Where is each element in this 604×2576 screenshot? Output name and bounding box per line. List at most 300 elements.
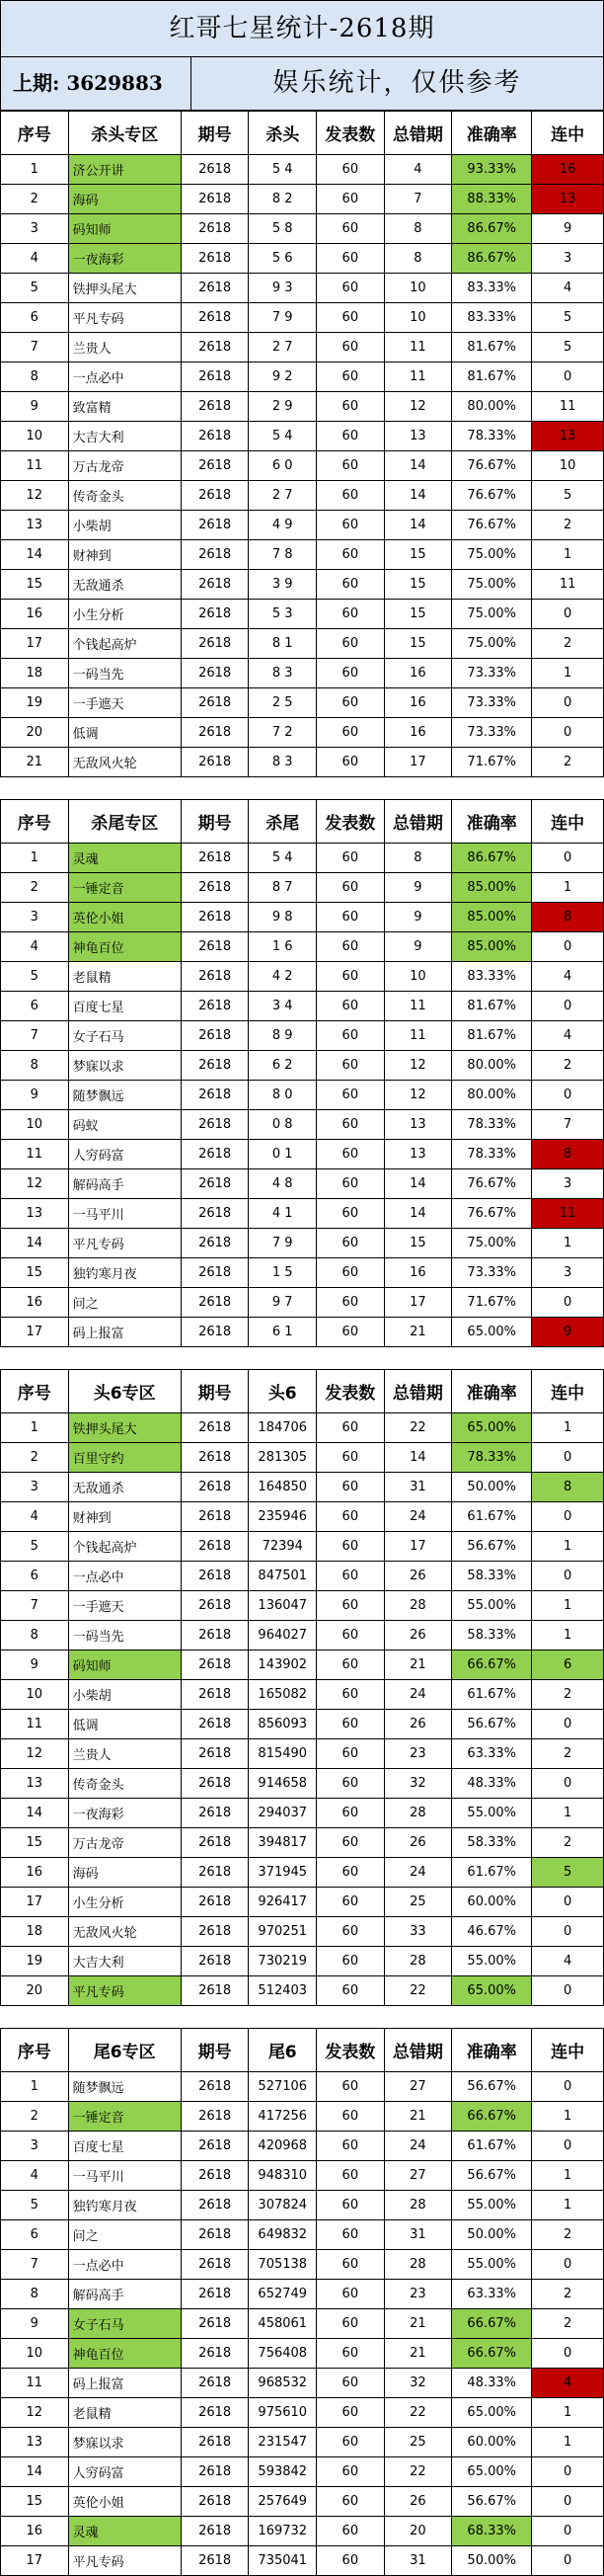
table-row [1, 1769, 604, 1799]
name-cell: 万古龙帝 [68, 451, 181, 481]
row-index: 17 [1, 2546, 69, 2576]
table-row [1, 333, 604, 362]
name-cell: 女子石马 [68, 1021, 181, 1051]
period-cell: 2618 [181, 362, 249, 392]
period-cell: 2618 [181, 1110, 249, 1140]
rate-cell: 71.67% [452, 1288, 532, 1318]
pick-cell: 4 1 [249, 1199, 317, 1229]
count-cell: 60 [317, 1828, 385, 1858]
miss-cell: 16 [384, 688, 452, 718]
row-index: 14 [1, 2457, 69, 2487]
table-row [1, 1258, 604, 1288]
miss-cell: 32 [384, 2369, 452, 2398]
streak-cell: 9 [532, 214, 604, 244]
count-cell: 60 [317, 2339, 385, 2369]
pick-cell: 5 3 [249, 600, 317, 629]
table-row [1, 2339, 604, 2369]
pick-cell: 5 6 [249, 244, 317, 274]
row-index: 17 [1, 1888, 69, 1917]
streak-cell: 0 [532, 844, 604, 873]
table-row [1, 2398, 604, 2428]
miss-cell: 26 [384, 1828, 452, 1858]
name-cell: 济公开讲 [68, 155, 181, 185]
streak-cell: 2 [532, 629, 604, 659]
period-cell: 2618 [181, 214, 249, 244]
table-row [1, 185, 604, 214]
streak-cell: 10 [532, 451, 604, 481]
streak-cell: 1 [532, 540, 604, 570]
table-row [1, 1858, 604, 1888]
table-row [1, 274, 604, 303]
miss-cell: 22 [384, 2457, 452, 2487]
period-cell: 2618 [181, 1169, 249, 1199]
miss-cell: 22 [384, 2398, 452, 2428]
streak-cell: 0 [532, 362, 604, 392]
count-cell: 60 [317, 1473, 385, 1502]
table-row [1, 2546, 604, 2576]
row-index: 10 [1, 2339, 69, 2369]
miss-cell: 10 [384, 962, 452, 992]
row-index: 17 [1, 1318, 69, 1347]
rate-cell: 65.00% [452, 1413, 532, 1443]
streak-cell: 1 [532, 2428, 604, 2457]
rate-cell: 75.00% [452, 540, 532, 570]
period-cell: 2618 [181, 511, 249, 540]
miss-cell: 31 [384, 2546, 452, 2576]
period-cell: 2618 [181, 303, 249, 333]
name-cell: 灵魂 [68, 2517, 181, 2546]
column-header: 序号 [1, 112, 69, 155]
pick-cell: 975610 [249, 2398, 317, 2428]
period-cell: 2618 [181, 2398, 249, 2428]
miss-cell: 15 [384, 629, 452, 659]
row-index: 6 [1, 303, 69, 333]
table-row [1, 1140, 604, 1169]
name-cell: 传奇金头 [68, 481, 181, 511]
streak-cell: 11 [532, 1199, 604, 1229]
name-cell: 无敌风火轮 [68, 748, 181, 777]
rate-cell: 61.67% [452, 1858, 532, 1888]
table-row [1, 1710, 604, 1739]
rate-cell: 56.67% [452, 2072, 532, 2102]
pick-cell: 652749 [249, 2280, 317, 2309]
miss-cell: 11 [384, 992, 452, 1021]
table-row [1, 481, 604, 511]
table-row [1, 2072, 604, 2102]
pick-cell: 527106 [249, 2072, 317, 2102]
name-cell: 兰贵人 [68, 1739, 181, 1769]
name-cell: 无敌通杀 [68, 570, 181, 600]
miss-cell: 26 [384, 1710, 452, 1739]
rate-cell: 80.00% [452, 392, 532, 422]
name-cell: 小柴胡 [68, 511, 181, 540]
period-cell: 2618 [181, 903, 249, 932]
count-cell: 60 [317, 718, 385, 748]
row-index: 1 [1, 155, 69, 185]
row-index: 17 [1, 629, 69, 659]
rate-cell: 66.67% [452, 2102, 532, 2132]
period-cell: 2618 [181, 1621, 249, 1650]
rate-cell: 93.33% [452, 155, 532, 185]
streak-cell: 8 [532, 903, 604, 932]
row-index: 2 [1, 2102, 69, 2132]
period-cell: 2618 [181, 2546, 249, 2576]
row-index: 4 [1, 932, 69, 962]
count-cell: 60 [317, 1650, 385, 1680]
rate-cell: 85.00% [452, 873, 532, 903]
streak-cell: 11 [532, 392, 604, 422]
pick-cell: 2 9 [249, 392, 317, 422]
pick-cell: 184706 [249, 1413, 317, 1443]
rate-cell: 50.00% [452, 2546, 532, 2576]
row-index: 8 [1, 1621, 69, 1650]
table-row [1, 2309, 604, 2339]
count-cell: 60 [317, 932, 385, 962]
count-cell: 60 [317, 1081, 385, 1110]
rate-cell: 50.00% [452, 1473, 532, 1502]
period-cell: 2618 [181, 1532, 249, 1562]
streak-cell: 0 [532, 600, 604, 629]
streak-cell: 1 [532, 1591, 604, 1621]
column-header: 发表数 [317, 800, 385, 844]
pick-cell: 5 4 [249, 155, 317, 185]
column-header: 总错期 [384, 112, 452, 155]
section-gap [0, 1347, 604, 1369]
table-row [1, 2220, 604, 2250]
miss-cell: 12 [384, 392, 452, 422]
pick-cell: 914658 [249, 1769, 317, 1799]
streak-cell: 0 [532, 992, 604, 1021]
table-row [1, 1318, 604, 1347]
miss-cell: 14 [384, 511, 452, 540]
name-cell: 百里守约 [68, 1443, 181, 1473]
miss-cell: 23 [384, 2280, 452, 2309]
table-row [1, 688, 604, 718]
rate-cell: 56.67% [452, 1532, 532, 1562]
table-row [1, 1591, 604, 1621]
streak-cell: 0 [532, 688, 604, 718]
period-cell: 2618 [181, 1650, 249, 1680]
miss-cell: 15 [384, 570, 452, 600]
table-row [1, 629, 604, 659]
pick-cell: 165082 [249, 1680, 317, 1710]
miss-cell: 16 [384, 718, 452, 748]
streak-cell: 11 [532, 570, 604, 600]
streak-cell: 1 [532, 1799, 604, 1828]
table-row [1, 1888, 604, 1917]
streak-cell: 0 [532, 2457, 604, 2487]
streak-cell: 1 [532, 659, 604, 688]
table-row [1, 1229, 604, 1258]
pick-cell: 815490 [249, 1739, 317, 1769]
count-cell: 60 [317, 362, 385, 392]
row-index: 3 [1, 903, 69, 932]
row-index: 10 [1, 422, 69, 451]
miss-cell: 11 [384, 1021, 452, 1051]
name-cell: 一码当先 [68, 659, 181, 688]
name-cell: 低调 [68, 718, 181, 748]
table-row [1, 422, 604, 451]
table-row [1, 1502, 604, 1532]
pick-cell: 730219 [249, 1947, 317, 1976]
column-header: 连中 [532, 800, 604, 844]
streak-cell: 1 [532, 2191, 604, 2220]
table-row [1, 1532, 604, 1562]
miss-cell: 22 [384, 1976, 452, 2006]
name-cell: 一夜海彩 [68, 244, 181, 274]
row-index: 20 [1, 1976, 69, 2006]
rate-cell: 83.33% [452, 303, 532, 333]
count-cell: 60 [317, 2250, 385, 2280]
name-cell: 女子石马 [68, 2309, 181, 2339]
miss-cell: 20 [384, 2517, 452, 2546]
table-row [1, 1443, 604, 1473]
streak-cell: 6 [532, 1650, 604, 1680]
count-cell: 60 [317, 570, 385, 600]
rate-cell: 50.00% [452, 2220, 532, 2250]
rate-cell: 86.67% [452, 844, 532, 873]
name-cell: 码上报富 [68, 2369, 181, 2398]
column-header: 期号 [181, 800, 249, 844]
rate-cell: 55.00% [452, 1591, 532, 1621]
period-cell: 2618 [181, 2250, 249, 2280]
period-cell: 2618 [181, 1591, 249, 1621]
rate-cell: 76.67% [452, 511, 532, 540]
period-cell: 2618 [181, 748, 249, 777]
streak-cell: 1 [532, 2161, 604, 2191]
table-row [1, 2517, 604, 2546]
pick-cell: 7 9 [249, 1229, 317, 1258]
count-cell: 60 [317, 392, 385, 422]
name-cell: 兰贵人 [68, 333, 181, 362]
pick-cell: 5 8 [249, 214, 317, 244]
streak-cell: 0 [532, 2250, 604, 2280]
miss-cell: 13 [384, 1110, 452, 1140]
name-cell: 无敌风火轮 [68, 1917, 181, 1947]
streak-cell: 0 [532, 2487, 604, 2517]
count-cell: 60 [317, 600, 385, 629]
period-cell: 2618 [181, 570, 249, 600]
table-row [1, 2369, 604, 2398]
table-row [1, 844, 604, 873]
rate-cell: 85.00% [452, 932, 532, 962]
streak-cell: 0 [532, 1081, 604, 1110]
period-cell: 2618 [181, 1318, 249, 1347]
table-row [1, 1021, 604, 1051]
name-cell: 一手遮天 [68, 1591, 181, 1621]
pick-cell: 169732 [249, 2517, 317, 2546]
table-row [1, 2428, 604, 2457]
period-cell: 2618 [181, 155, 249, 185]
column-header: 总错期 [384, 2029, 452, 2072]
count-cell: 60 [317, 244, 385, 274]
row-index: 7 [1, 2250, 69, 2280]
name-cell: 解码高手 [68, 2280, 181, 2309]
streak-cell: 0 [532, 1562, 604, 1591]
miss-cell: 21 [384, 1650, 452, 1680]
row-index: 15 [1, 570, 69, 600]
name-cell: 平凡专码 [68, 303, 181, 333]
count-cell: 60 [317, 451, 385, 481]
streak-cell: 0 [532, 718, 604, 748]
subtitle-bar [0, 57, 604, 111]
streak-cell: 2 [532, 748, 604, 777]
streak-cell: 5 [532, 333, 604, 362]
miss-cell: 16 [384, 659, 452, 688]
row-index: 8 [1, 1051, 69, 1081]
rate-cell: 66.67% [452, 2309, 532, 2339]
rate-cell: 75.00% [452, 629, 532, 659]
name-cell: 人穷码富 [68, 2457, 181, 2487]
period-cell: 2618 [181, 629, 249, 659]
row-index: 7 [1, 1591, 69, 1621]
pick-cell: 307824 [249, 2191, 317, 2220]
miss-cell: 25 [384, 1888, 452, 1917]
name-cell: 一码当先 [68, 1621, 181, 1650]
count-cell: 60 [317, 1140, 385, 1169]
count-cell: 60 [317, 1621, 385, 1650]
rate-cell: 56.67% [452, 2161, 532, 2191]
count-cell: 60 [317, 155, 385, 185]
row-index: 18 [1, 1917, 69, 1947]
row-index: 12 [1, 481, 69, 511]
name-cell: 财神到 [68, 1502, 181, 1532]
pick-cell: 136047 [249, 1591, 317, 1621]
period-cell: 2618 [181, 1473, 249, 1502]
miss-cell: 14 [384, 481, 452, 511]
row-index: 6 [1, 2220, 69, 2250]
table-row [1, 1110, 604, 1140]
rate-cell: 60.00% [452, 2428, 532, 2457]
streak-cell: 2 [532, 2280, 604, 2309]
table-row [1, 244, 604, 274]
streak-cell: 0 [532, 1917, 604, 1947]
table-row [1, 540, 604, 570]
row-index: 7 [1, 333, 69, 362]
rate-cell: 86.67% [452, 244, 532, 274]
table-header-row [1, 2029, 604, 2072]
rate-cell: 48.33% [452, 2369, 532, 2398]
miss-cell: 21 [384, 2102, 452, 2132]
streak-cell: 0 [532, 1443, 604, 1473]
row-index: 13 [1, 2428, 69, 2457]
miss-cell: 7 [384, 185, 452, 214]
miss-cell: 33 [384, 1917, 452, 1947]
name-cell: 铁押头尾大 [68, 274, 181, 303]
pick-cell: 735041 [249, 2546, 317, 2576]
table-header-row [1, 112, 604, 155]
streak-cell: 0 [532, 1888, 604, 1917]
period-cell: 2618 [181, 1413, 249, 1443]
table-row [1, 570, 604, 600]
miss-cell: 21 [384, 2309, 452, 2339]
name-cell: 英伦小姐 [68, 903, 181, 932]
miss-cell: 24 [384, 1858, 452, 1888]
streak-cell: 8 [532, 1473, 604, 1502]
row-index: 11 [1, 451, 69, 481]
column-header: 准确率 [452, 1370, 532, 1413]
miss-cell: 12 [384, 1081, 452, 1110]
miss-cell: 12 [384, 1051, 452, 1081]
count-cell: 60 [317, 1502, 385, 1532]
row-index: 4 [1, 1502, 69, 1532]
table-row [1, 1680, 604, 1710]
table-row [1, 600, 604, 629]
streak-cell: 2 [532, 1739, 604, 1769]
name-cell: 一马平川 [68, 1199, 181, 1229]
column-header: 尾6专区 [68, 2029, 181, 2072]
period-cell: 2618 [181, 2309, 249, 2339]
miss-cell: 28 [384, 1799, 452, 1828]
pick-cell: 593842 [249, 2457, 317, 2487]
streak-cell: 0 [532, 1502, 604, 1532]
pick-cell: 7 9 [249, 303, 317, 333]
count-cell: 60 [317, 2220, 385, 2250]
row-index: 8 [1, 362, 69, 392]
section-gap [0, 2006, 604, 2028]
row-index: 5 [1, 2191, 69, 2220]
period-cell: 2618 [181, 992, 249, 1021]
row-index: 20 [1, 718, 69, 748]
count-cell: 60 [317, 2161, 385, 2191]
row-index: 13 [1, 1199, 69, 1229]
rate-cell: 55.00% [452, 2191, 532, 2220]
rate-cell: 83.33% [452, 274, 532, 303]
streak-cell: 0 [532, 1769, 604, 1799]
table-header-row [1, 1370, 604, 1413]
period-cell: 2618 [181, 2132, 249, 2161]
rate-cell: 80.00% [452, 1081, 532, 1110]
streak-cell: 1 [532, 1621, 604, 1650]
column-header: 准确率 [452, 2029, 532, 2072]
name-cell: 一点必中 [68, 1562, 181, 1591]
count-cell: 60 [317, 2487, 385, 2517]
section-gap [0, 777, 604, 799]
miss-cell: 13 [384, 1140, 452, 1169]
table-row [1, 903, 604, 932]
period-cell: 2618 [181, 2487, 249, 2517]
period-cell: 2618 [181, 1199, 249, 1229]
streak-cell: 4 [532, 2369, 604, 2398]
rate-cell: 76.67% [452, 1169, 532, 1199]
miss-cell: 8 [384, 244, 452, 274]
period-cell: 2618 [181, 1021, 249, 1051]
count-cell: 60 [317, 303, 385, 333]
streak-cell: 5 [532, 1858, 604, 1888]
name-cell: 平凡专码 [68, 1976, 181, 2006]
name-cell: 大吉大利 [68, 1947, 181, 1976]
name-cell: 码知师 [68, 214, 181, 244]
pick-cell: 420968 [249, 2132, 317, 2161]
table-row [1, 1473, 604, 1502]
name-cell: 传奇金头 [68, 1769, 181, 1799]
streak-cell: 5 [532, 303, 604, 333]
name-cell: 小生分析 [68, 600, 181, 629]
period-cell: 2618 [181, 688, 249, 718]
count-cell: 60 [317, 2428, 385, 2457]
rate-cell: 73.33% [452, 718, 532, 748]
row-index: 11 [1, 1710, 69, 1739]
rate-cell: 81.67% [452, 362, 532, 392]
pick-cell: 294037 [249, 1799, 317, 1828]
disclaimer: 娱乐统计，仅供参考 [272, 68, 522, 98]
period-cell: 2618 [181, 2102, 249, 2132]
table-row [1, 1947, 604, 1976]
stats-table-1 [0, 111, 604, 777]
pick-cell: 649832 [249, 2220, 317, 2250]
table-row [1, 303, 604, 333]
table-row [1, 2191, 604, 2220]
